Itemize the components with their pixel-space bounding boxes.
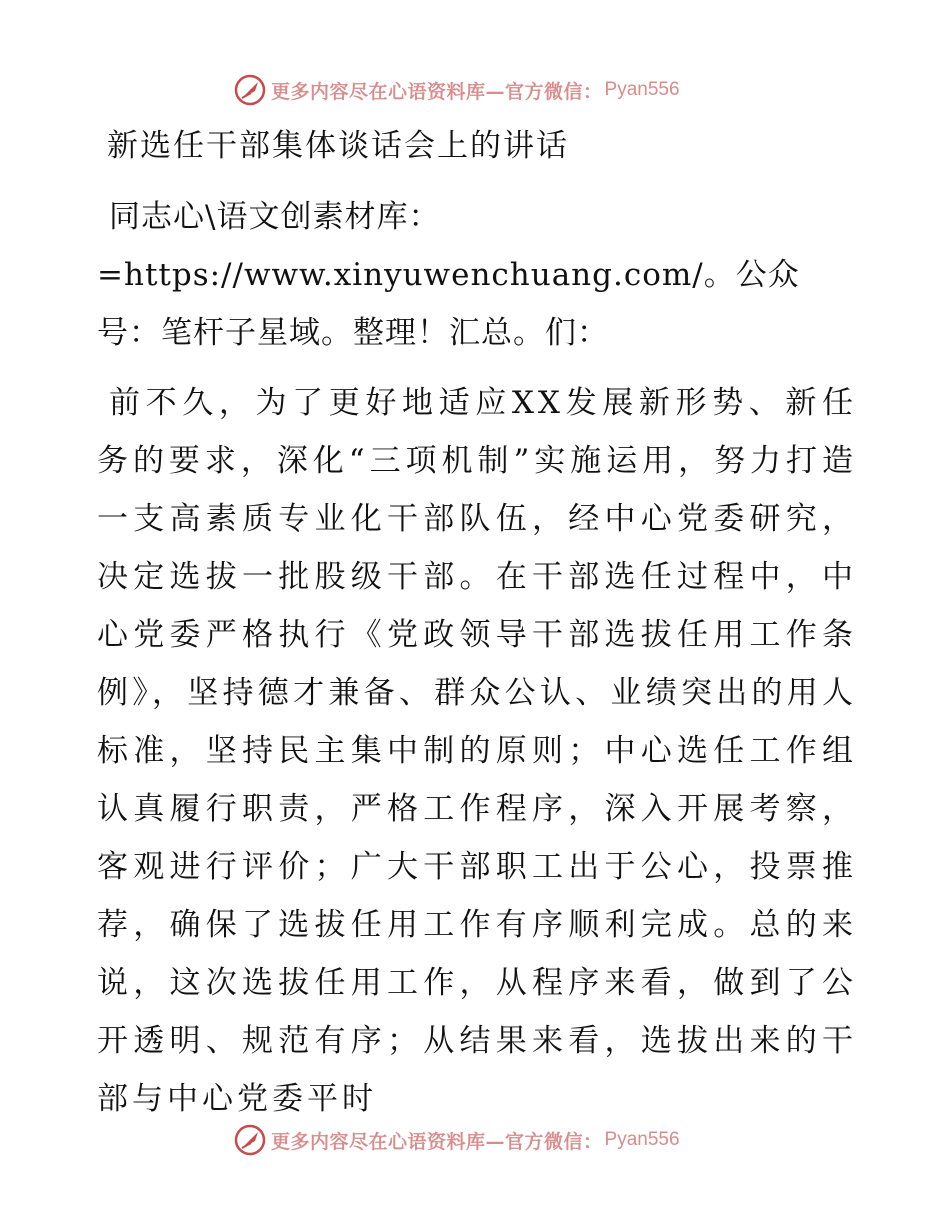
salutation-line: 同志心\语文创素材库：=https://www.xinyuwenchuang.com/。公众号：笔杆子星域。整理！汇总。们： <box>97 199 800 351</box>
quill-logo-icon <box>233 73 267 107</box>
watermark-text: 更多内容尽在心语资料库—官方微信： <box>271 80 603 103</box>
quill-logo-icon <box>233 1123 267 1157</box>
watermark-wechat-id: Pyan556 <box>604 79 680 100</box>
watermark-wechat-id: Pyan556 <box>604 1129 680 1150</box>
paragraph-1: 前不久，为了更好地适应XX发展新形势、新任务的要求，深化“三项机制”实施运用，努力打造一支高素质专业化干部队伍，经中心党委研究，决定选拔一批股级干部。在干部选任过程中，中心党委严格执行《党政领导干部选拔任用工作条例》，坚持德才兼备、群众公认、业绩突出的用人标准，坚持民主集中制的原则；中心选任工作组认真履行职责，严格工作程序，深入开展考察，客观进行评价；广大干部职工出于公心，投票推荐，确保了选拔任用工作有序顺利完成。总的来说，这次选拔任用工作，从程序来看，做到了公开透明、规范有序；从结果来看，选拔出来的干部与中心党委平时 <box>97 385 857 1117</box>
document-body <box>97 122 857 1128</box>
watermark-text: 更多内容尽在心语资料库—官方微信： <box>271 1130 603 1153</box>
header-watermark-banner <box>233 70 680 110</box>
footer-watermark-banner <box>233 1120 680 1160</box>
document-title: 新选任干部集体谈话会上的讲话 <box>107 128 569 164</box>
